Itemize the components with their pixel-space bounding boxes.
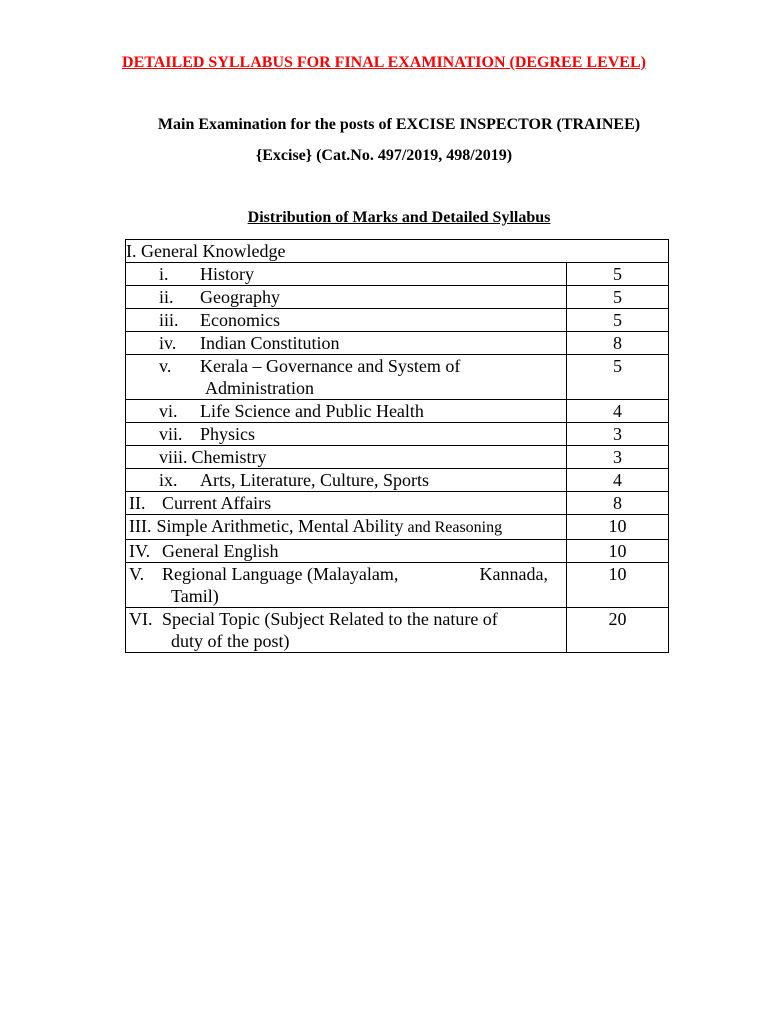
item-label-continued: Administration [205,378,314,398]
table-row [126,515,669,540]
table-row [126,309,669,332]
item-label: Physics [200,424,256,444]
section-marks: 10 [567,563,669,608]
section-label: Special Topic (Subject Related to the nature of [162,609,498,629]
item-marks: 5 [567,263,669,286]
table-row [126,400,669,423]
section-marks: 20 [567,608,669,653]
section-heading: I. General Knowledge [126,240,669,263]
section-label-small: and Reasoning [403,519,503,536]
table-row [126,469,669,492]
item-label: Chemistry [191,447,267,467]
table-row [126,286,669,309]
section-number: VI. [129,609,153,629]
section-label: Simple Arithmetic, Mental Ability [156,516,404,536]
table-row [126,423,669,446]
item-label: Economics [200,310,280,330]
table-row [126,563,669,608]
item-label: History [200,264,254,284]
section-number: V. [129,564,145,584]
item-label: Kerala – Governance and System of [200,356,461,376]
section-label-continued: duty of the post) [171,631,290,651]
item-marks: 5 [567,286,669,309]
section-label-continued: Tamil) [171,586,219,606]
section-marks: 10 [567,540,669,563]
page-title: DETAILED SYLLABUS FOR FINAL EXAMINATION (DEGREE LEVEL) [122,54,646,71]
item-label: Indian Constitution [200,333,340,353]
table-row [126,608,669,653]
table-row [126,332,669,355]
table-subtitle: Distribution of Marks and Detailed Syllabus [247,209,551,226]
table-row [126,492,669,515]
table-row [126,240,669,263]
table-row [126,446,669,469]
table-row [126,540,669,563]
item-number: vi. [159,401,178,421]
item-marks: 8 [567,332,669,355]
item-marks: 3 [567,423,669,446]
exam-title-line: Main Examination for the posts of EXCISE INSPECTOR (TRAINEE) [157,116,641,133]
item-marks: 5 [567,355,669,400]
item-label: Life Science and Public Health [200,401,424,421]
item-number: ii. [159,287,174,307]
table-row [126,263,669,286]
section-marks: 10 [567,515,669,540]
item-marks: 4 [567,469,669,492]
syllabus-table [125,239,669,653]
item-number: v. [159,356,172,376]
section-marks: 8 [567,492,669,515]
item-number: iii. [159,310,179,330]
item-number: viii. [159,447,188,467]
item-number: iv. [159,333,177,353]
item-marks: 4 [567,400,669,423]
section-label: General English [162,541,279,561]
item-number: ix. [159,470,178,490]
item-label: Geography [200,287,280,307]
section-label-part: Kannada, [479,564,548,584]
section-label: Regional Language (Malayalam, [162,564,399,584]
item-marks: 3 [567,446,669,469]
item-number: vii. [159,424,183,444]
table-row [126,355,669,400]
item-number: i. [159,264,169,284]
section-number: III. [129,516,152,536]
section-number: II. [129,493,146,513]
item-label: Arts, Literature, Culture, Sports [200,470,429,490]
exam-category-line: {Excise} (Cat.No. 497/2019, 498/2019) [255,147,513,164]
item-marks: 5 [567,309,669,332]
section-number: IV. [129,541,151,561]
section-label: Current Affairs [162,493,272,513]
